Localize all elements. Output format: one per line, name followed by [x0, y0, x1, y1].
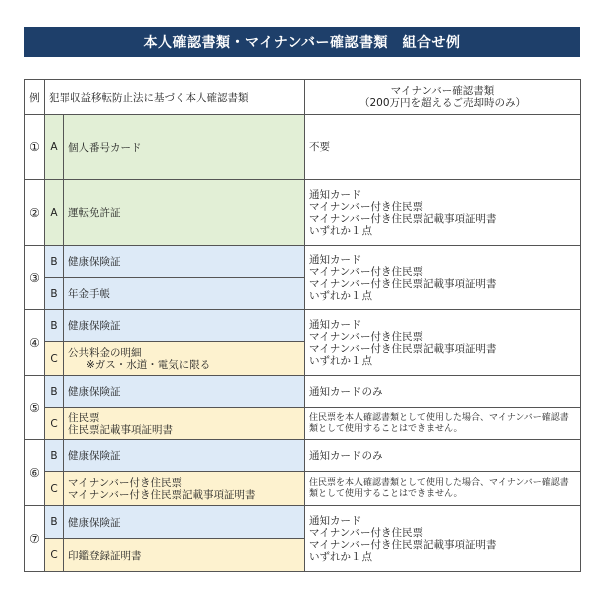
identity-doc-line: 公共料金の明細 [68, 346, 142, 359]
header-mynumber-line1: マイナンバー確認書類 [390, 85, 495, 97]
identity-doc: 健康保険証 [64, 310, 305, 342]
identity-doc-line: 住民票記載事項証明書 [68, 423, 173, 436]
table-row [25, 246, 581, 278]
identity-doc-note: ※ガス・水道・電気に限る [86, 358, 211, 371]
table-header-row [25, 80, 581, 115]
table-row [25, 506, 581, 539]
identity-doc-line: 住民票 [68, 411, 100, 424]
example-number: ⑥ [25, 440, 45, 506]
requirement-line: 通知カード [309, 318, 362, 331]
identity-doc: 個人番号カード [64, 115, 305, 180]
identity-doc [64, 472, 305, 506]
mynumber-requirement: 通知カードのみ [305, 440, 581, 472]
table-row [25, 440, 581, 472]
doc-type-letter: C [45, 342, 64, 376]
doc-type-letter: B [45, 278, 64, 310]
mynumber-requirement: 不要 [305, 115, 581, 180]
requirement-line: 通知カード [309, 253, 362, 266]
requirement-note: 住民票を本人確認書類として使用した場合、マイナンバー確認書類として使用することはできません。 [305, 472, 581, 506]
header-example: 例 [25, 80, 45, 115]
identity-doc: 健康保険証 [64, 506, 305, 539]
header-identity-docs: 犯罪収益移転防止法に基づく本人確認書類 [45, 80, 305, 115]
requirement-line: マイナンバー付き住民票 [309, 330, 424, 343]
requirement-line: マイナンバー付き住民票記載事項証明書 [309, 538, 497, 551]
table-row [25, 180, 581, 246]
requirement-line: いずれか１点 [309, 289, 372, 302]
mynumber-requirement [305, 310, 581, 376]
header-mynumber-docs [305, 80, 581, 115]
identity-doc [64, 342, 305, 376]
table-row [25, 115, 581, 180]
doc-type-letter: A [45, 115, 64, 180]
identity-doc-line: マイナンバー付き住民票 [68, 476, 183, 489]
identity-doc: 運転免許証 [64, 180, 305, 246]
doc-type-letter: C [45, 539, 64, 572]
identity-doc-line: マイナンバー付き住民票記載事項証明書 [68, 488, 256, 501]
requirement-line: マイナンバー付き住民票記載事項証明書 [309, 212, 497, 225]
table-row [25, 310, 581, 342]
doc-type-letter: B [45, 246, 64, 278]
example-number: ④ [25, 310, 45, 376]
doc-type-letter: B [45, 506, 64, 539]
example-number: ⑤ [25, 376, 45, 440]
requirement-line: マイナンバー付き住民票 [309, 265, 424, 278]
doc-type-letter: B [45, 440, 64, 472]
identity-doc: 年金手帳 [64, 278, 305, 310]
requirement-line: いずれか１点 [309, 224, 372, 237]
requirement-line: いずれか１点 [309, 550, 372, 563]
header-mynumber-line2: （200万円を超えるご売却時のみ） [358, 97, 527, 109]
doc-type-letter: A [45, 180, 64, 246]
doc-type-letter: C [45, 408, 64, 440]
mynumber-requirement [305, 506, 581, 572]
doc-type-letter: B [45, 376, 64, 408]
requirement-line: 通知カード [309, 514, 362, 527]
identity-doc: 印鑑登録証明書 [64, 539, 305, 572]
example-number: ⑦ [25, 506, 45, 572]
mynumber-requirement [305, 180, 581, 246]
table-row [25, 376, 581, 408]
example-number: ③ [25, 246, 45, 310]
requirement-line: マイナンバー付き住民票記載事項証明書 [309, 342, 497, 355]
identity-doc: 健康保険証 [64, 376, 305, 408]
requirement-note: 住民票を本人確認書類として使用した場合、マイナンバー確認書類として使用することはできません。 [305, 408, 581, 440]
table-row [25, 408, 581, 440]
identity-doc [64, 408, 305, 440]
example-number: ① [25, 115, 45, 180]
example-number: ② [25, 180, 45, 246]
table-row [25, 472, 581, 506]
page-title: 本人確認書類・マイナンバー確認書類 組合せ例 [24, 27, 580, 57]
doc-type-letter: C [45, 472, 64, 506]
combination-table [24, 79, 581, 572]
requirement-line: マイナンバー付き住民票 [309, 526, 424, 539]
identity-doc: 健康保険証 [64, 440, 305, 472]
requirement-line: マイナンバー付き住民票 [309, 200, 424, 213]
requirement-line: マイナンバー付き住民票記載事項証明書 [309, 277, 497, 290]
doc-type-letter: B [45, 310, 64, 342]
mynumber-requirement: 通知カードのみ [305, 376, 581, 408]
requirement-line: いずれか１点 [309, 354, 372, 367]
identity-doc: 健康保険証 [64, 246, 305, 278]
requirement-line: 通知カード [309, 188, 362, 201]
mynumber-requirement [305, 246, 581, 310]
